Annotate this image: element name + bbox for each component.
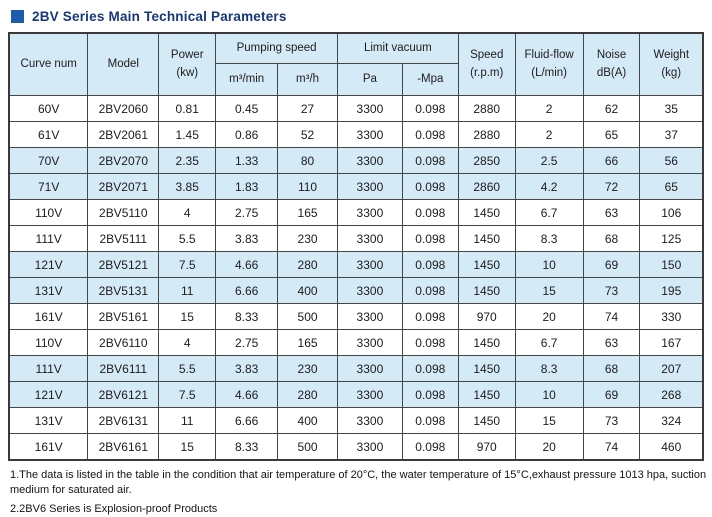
- cell-limit-vacuum-mpa: 0.098: [402, 122, 458, 148]
- cell-limit-vacuum-pa: 3300: [337, 408, 402, 434]
- table-row: [9, 434, 703, 461]
- cell-pumping-speed-m3h: 280: [278, 382, 338, 408]
- cell-pumping-speed-m3min: 1.33: [216, 148, 278, 174]
- cell-limit-vacuum-pa: 3300: [337, 96, 402, 122]
- cell-curve-num: 111V: [9, 356, 88, 382]
- cell-power: 7.5: [159, 252, 216, 278]
- cell-fluid-flow: 20: [515, 434, 583, 461]
- cell-power: 11: [159, 278, 216, 304]
- cell-power: 3.85: [159, 174, 216, 200]
- cell-pumping-speed-m3min: 0.45: [216, 96, 278, 122]
- cell-speed-rpm: 1450: [458, 408, 515, 434]
- col-header-noise-line1: Noise: [596, 49, 627, 62]
- cell-curve-num: 110V: [9, 200, 88, 226]
- cell-fluid-flow: 2: [515, 122, 583, 148]
- cell-fluid-flow: 8.3: [515, 356, 583, 382]
- cell-pumping-speed-m3h: 230: [278, 356, 338, 382]
- cell-weight: 268: [640, 382, 703, 408]
- table-row: [9, 382, 703, 408]
- cell-speed-rpm: 1450: [458, 252, 515, 278]
- cell-pumping-speed-m3min: 3.83: [216, 226, 278, 252]
- col-header-m3-min: m³/min: [216, 64, 278, 96]
- page-title: 2BV Series Main Technical Parameters: [32, 9, 287, 24]
- col-header-noise: [583, 33, 640, 96]
- cell-speed-rpm: 1450: [458, 200, 515, 226]
- footnote-1: 1.The data is listed in the table in the condition that air temperature of 20°C, the water temperature of 15°C,exhaust pressure 1013 hpa, suction medium for saturated air.: [10, 469, 707, 497]
- cell-pumping-speed-m3h: 165: [278, 200, 338, 226]
- table-row: [9, 148, 703, 174]
- cell-pumping-speed-m3h: 230: [278, 226, 338, 252]
- cell-model: 2BV5110: [88, 200, 159, 226]
- table-row: [9, 408, 703, 434]
- cell-limit-vacuum-mpa: 0.098: [402, 226, 458, 252]
- cell-model: 2BV6121: [88, 382, 159, 408]
- table-row: [9, 278, 703, 304]
- cell-limit-vacuum-pa: 3300: [337, 382, 402, 408]
- cell-model: 2BV5161: [88, 304, 159, 330]
- cell-fluid-flow: 10: [515, 382, 583, 408]
- cell-speed-rpm: 1450: [458, 226, 515, 252]
- cell-weight: 35: [640, 96, 703, 122]
- cell-model: 2BV6110: [88, 330, 159, 356]
- cell-model: 2BV6111: [88, 356, 159, 382]
- cell-weight: 37: [640, 122, 703, 148]
- cell-curve-num: 70V: [9, 148, 88, 174]
- cell-limit-vacuum-pa: 3300: [337, 434, 402, 461]
- cell-pumping-speed-m3min: 1.83: [216, 174, 278, 200]
- cell-model: 2BV5121: [88, 252, 159, 278]
- cell-noise: 72: [583, 174, 640, 200]
- cell-weight: 65: [640, 174, 703, 200]
- cell-pumping-speed-m3h: 400: [278, 408, 338, 434]
- cell-limit-vacuum-mpa: 0.098: [402, 356, 458, 382]
- cell-pumping-speed-m3min: 6.66: [216, 278, 278, 304]
- cell-power: 2.35: [159, 148, 216, 174]
- cell-noise: 63: [583, 330, 640, 356]
- table-row: [9, 96, 703, 122]
- cell-power: 5.5: [159, 356, 216, 382]
- cell-power: 4: [159, 330, 216, 356]
- cell-model: 2BV2070: [88, 148, 159, 174]
- table-row: [9, 200, 703, 226]
- cell-pumping-speed-m3min: 2.75: [216, 200, 278, 226]
- table-header: [9, 33, 703, 96]
- cell-weight: 150: [640, 252, 703, 278]
- cell-power: 1.45: [159, 122, 216, 148]
- cell-pumping-speed-m3min: 8.33: [216, 304, 278, 330]
- table-row: [9, 122, 703, 148]
- cell-speed-rpm: 2880: [458, 96, 515, 122]
- cell-speed-rpm: 1450: [458, 278, 515, 304]
- cell-power: 4: [159, 200, 216, 226]
- cell-limit-vacuum-mpa: 0.098: [402, 408, 458, 434]
- cell-weight: 460: [640, 434, 703, 461]
- cell-curve-num: 131V: [9, 278, 88, 304]
- cell-pumping-speed-m3min: 2.75: [216, 330, 278, 356]
- col-header-speed: [458, 33, 515, 96]
- table-row: [9, 252, 703, 278]
- col-header-speed-line1: Speed: [470, 49, 504, 62]
- cell-pumping-speed-m3h: 110: [278, 174, 338, 200]
- cell-model: 2BV5131: [88, 278, 159, 304]
- cell-noise: 68: [583, 356, 640, 382]
- table-row: [9, 330, 703, 356]
- cell-pumping-speed-m3min: 8.33: [216, 434, 278, 461]
- cell-weight: 324: [640, 408, 703, 434]
- cell-power: 11: [159, 408, 216, 434]
- cell-noise: 69: [583, 252, 640, 278]
- cell-power: 0.81: [159, 96, 216, 122]
- cell-noise: 68: [583, 226, 640, 252]
- col-header-noise-line2: dB(A): [596, 66, 627, 79]
- cell-noise: 74: [583, 434, 640, 461]
- cell-noise: 73: [583, 278, 640, 304]
- col-header-m3-h: m³/h: [278, 64, 338, 96]
- cell-speed-rpm: 1450: [458, 330, 515, 356]
- cell-pumping-speed-m3h: 500: [278, 304, 338, 330]
- cell-limit-vacuum-pa: 3300: [337, 356, 402, 382]
- table-row: [9, 304, 703, 330]
- cell-speed-rpm: 970: [458, 434, 515, 461]
- table-row: [9, 226, 703, 252]
- cell-weight: 56: [640, 148, 703, 174]
- col-header-power-line2: (kw): [176, 66, 199, 79]
- cell-limit-vacuum-mpa: 0.098: [402, 278, 458, 304]
- cell-curve-num: 161V: [9, 434, 88, 461]
- cell-curve-num: 121V: [9, 252, 88, 278]
- cell-fluid-flow: 2.5: [515, 148, 583, 174]
- col-header-fluid-flow-line2: (L/min): [531, 66, 568, 79]
- col-header-minus-mpa: -Mpa: [402, 64, 458, 96]
- cell-noise: 74: [583, 304, 640, 330]
- cell-fluid-flow: 10: [515, 252, 583, 278]
- cell-pumping-speed-m3min: 4.66: [216, 252, 278, 278]
- cell-model: 2BV2061: [88, 122, 159, 148]
- col-header-pa: Pa: [337, 64, 402, 96]
- cell-weight: 167: [640, 330, 703, 356]
- cell-weight: 106: [640, 200, 703, 226]
- cell-limit-vacuum-mpa: 0.098: [402, 330, 458, 356]
- cell-weight: 330: [640, 304, 703, 330]
- cell-fluid-flow: 15: [515, 278, 583, 304]
- cell-pumping-speed-m3h: 165: [278, 330, 338, 356]
- cell-fluid-flow: 15: [515, 408, 583, 434]
- cell-pumping-speed-m3min: 4.66: [216, 382, 278, 408]
- cell-pumping-speed-m3h: 27: [278, 96, 338, 122]
- cell-pumping-speed-m3h: 280: [278, 252, 338, 278]
- cell-pumping-speed-m3h: 500: [278, 434, 338, 461]
- col-header-speed-line2: (r.p.m): [470, 66, 504, 79]
- table-row: [9, 356, 703, 382]
- cell-limit-vacuum-pa: 3300: [337, 200, 402, 226]
- title-bullet-square-icon: [11, 10, 24, 23]
- cell-model: 2BV2060: [88, 96, 159, 122]
- cell-noise: 73: [583, 408, 640, 434]
- cell-curve-num: 61V: [9, 122, 88, 148]
- cell-model: 2BV5111: [88, 226, 159, 252]
- cell-model: 2BV2071: [88, 174, 159, 200]
- cell-curve-num: 131V: [9, 408, 88, 434]
- col-header-weight-line2: (kg): [661, 66, 682, 79]
- cell-noise: 69: [583, 382, 640, 408]
- footnote-2: 2.2BV6 Series is Explosion-proof Products: [10, 502, 218, 515]
- cell-noise: 65: [583, 122, 640, 148]
- cell-limit-vacuum-pa: 3300: [337, 278, 402, 304]
- cell-power: 7.5: [159, 382, 216, 408]
- cell-fluid-flow: 2: [515, 96, 583, 122]
- col-header-fluid-flow-line1: Fluid-flow: [524, 49, 574, 62]
- cell-power: 5.5: [159, 226, 216, 252]
- cell-curve-num: 60V: [9, 96, 88, 122]
- cell-weight: 125: [640, 226, 703, 252]
- cell-limit-vacuum-mpa: 0.098: [402, 174, 458, 200]
- cell-limit-vacuum-mpa: 0.098: [402, 252, 458, 278]
- col-header-weight: [640, 33, 703, 96]
- cell-limit-vacuum-pa: 3300: [337, 174, 402, 200]
- cell-pumping-speed-m3min: 3.83: [216, 356, 278, 382]
- cell-limit-vacuum-pa: 3300: [337, 304, 402, 330]
- cell-speed-rpm: 1450: [458, 356, 515, 382]
- cell-power: 15: [159, 434, 216, 461]
- cell-noise: 66: [583, 148, 640, 174]
- cell-limit-vacuum-mpa: 0.098: [402, 96, 458, 122]
- footnotes: [10, 468, 708, 517]
- cell-fluid-flow: 8.3: [515, 226, 583, 252]
- col-header-power: [159, 33, 216, 96]
- cell-power: 15: [159, 304, 216, 330]
- cell-speed-rpm: 2860: [458, 174, 515, 200]
- cell-model: 2BV6161: [88, 434, 159, 461]
- cell-limit-vacuum-mpa: 0.098: [402, 382, 458, 408]
- col-header-curve-num: Curve num: [9, 33, 88, 96]
- cell-limit-vacuum-pa: 3300: [337, 148, 402, 174]
- cell-speed-rpm: 2880: [458, 122, 515, 148]
- cell-model: 2BV6131: [88, 408, 159, 434]
- cell-pumping-speed-m3h: 52: [278, 122, 338, 148]
- cell-curve-num: 111V: [9, 226, 88, 252]
- col-header-pumping-speed: Pumping speed: [216, 33, 338, 64]
- cell-fluid-flow: 20: [515, 304, 583, 330]
- cell-fluid-flow: 6.7: [515, 330, 583, 356]
- section-header: [11, 8, 704, 25]
- col-header-weight-line1: Weight: [653, 49, 690, 62]
- cell-limit-vacuum-mpa: 0.098: [402, 304, 458, 330]
- cell-weight: 207: [640, 356, 703, 382]
- cell-weight: 195: [640, 278, 703, 304]
- cell-curve-num: 71V: [9, 174, 88, 200]
- cell-curve-num: 161V: [9, 304, 88, 330]
- cell-curve-num: 121V: [9, 382, 88, 408]
- cell-curve-num: 110V: [9, 330, 88, 356]
- cell-speed-rpm: 970: [458, 304, 515, 330]
- cell-pumping-speed-m3h: 400: [278, 278, 338, 304]
- table-row: [9, 174, 703, 200]
- table-body: [9, 96, 703, 461]
- cell-fluid-flow: 6.7: [515, 200, 583, 226]
- cell-speed-rpm: 1450: [458, 382, 515, 408]
- cell-limit-vacuum-pa: 3300: [337, 226, 402, 252]
- parameters-table: [8, 32, 704, 461]
- cell-noise: 62: [583, 96, 640, 122]
- cell-pumping-speed-m3h: 80: [278, 148, 338, 174]
- col-header-fluid-flow: [515, 33, 583, 96]
- cell-fluid-flow: 4.2: [515, 174, 583, 200]
- cell-pumping-speed-m3min: 6.66: [216, 408, 278, 434]
- cell-noise: 63: [583, 200, 640, 226]
- cell-limit-vacuum-mpa: 0.098: [402, 434, 458, 461]
- col-header-limit-vacuum: Limit vacuum: [337, 33, 458, 64]
- col-header-model: Model: [88, 33, 159, 96]
- cell-speed-rpm: 2850: [458, 148, 515, 174]
- col-header-power-line1: Power: [170, 49, 204, 62]
- cell-limit-vacuum-pa: 3300: [337, 252, 402, 278]
- cell-limit-vacuum-pa: 3300: [337, 122, 402, 148]
- cell-limit-vacuum-pa: 3300: [337, 330, 402, 356]
- cell-limit-vacuum-mpa: 0.098: [402, 200, 458, 226]
- cell-limit-vacuum-mpa: 0.098: [402, 148, 458, 174]
- cell-pumping-speed-m3min: 0.86: [216, 122, 278, 148]
